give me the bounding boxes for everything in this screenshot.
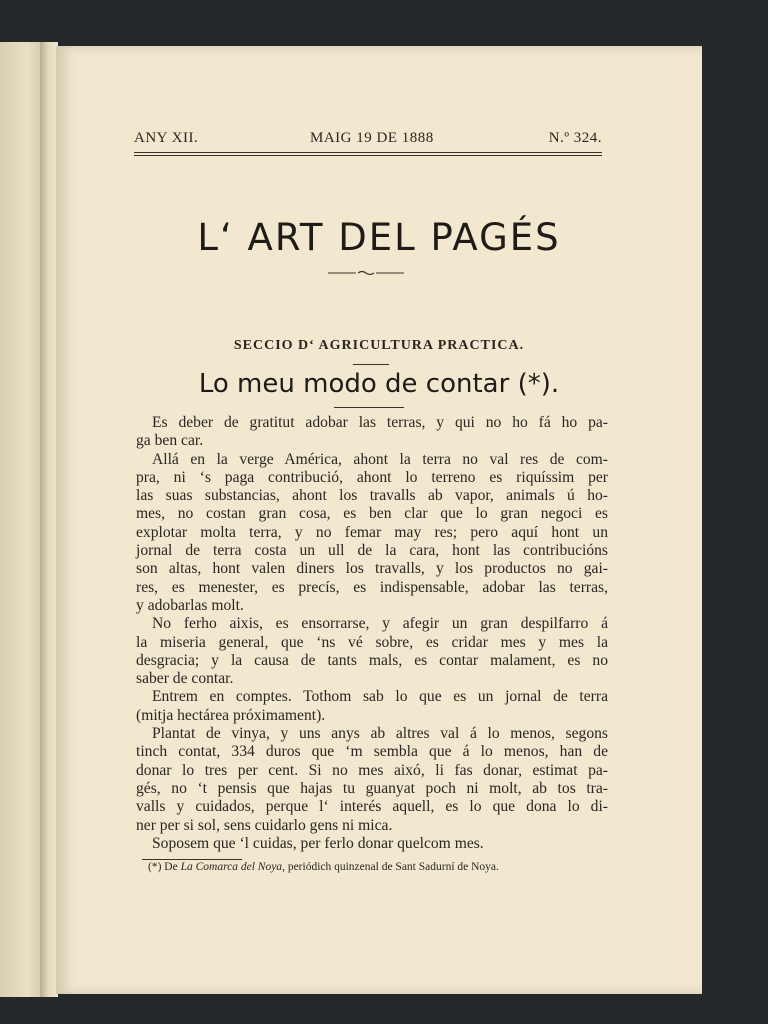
body-line: Es deber de gratitut adobar las terras, y qui no ho fá ho pa- <box>152 414 608 431</box>
body-line: pra, ni ‘s paga contribució, ahont lo terreno es riquíssim per <box>136 468 608 486</box>
body-line: No ferho aixis, es ensorrarse, y afegir un gran despilfarro á <box>152 615 608 633</box>
article-body <box>136 414 608 853</box>
newspaper-page <box>56 46 702 994</box>
body-line: jornal de terra costa un ull de la cara, hont las contribucións <box>136 542 608 560</box>
volume-label: ANY XII. <box>134 130 199 146</box>
body-line: ga ben car. <box>136 432 204 450</box>
footnote-marker: (*) De <box>148 861 178 873</box>
body-line: Entrem en comptes. Tothom sab lo que es un jornal de terra <box>152 688 608 706</box>
body-line: gés, no ‘t pensis que hajas tu guanyat poch ni molt, ab tos tra- <box>136 779 608 797</box>
body-line: desgracia; y la causa de tants mals, es contar malament, es no <box>136 651 608 669</box>
section-heading: SECCIO D‘ AGRICULTURA PRACTICA. <box>233 338 525 353</box>
title-rule <box>334 407 404 408</box>
issue-number: N.º 324. <box>548 130 602 146</box>
article-title: Lo meu modo de contar (*). <box>198 369 560 399</box>
body-line: donar lo tres per cent. Si no mes aixó, li fas donar, estimat pa- <box>136 761 608 779</box>
body-line: ner per si sol, sens cuidarlo gens ni mica. <box>136 816 393 834</box>
body-line: Plantat de vinya, y uns anys ab altres val á lo menos, segons <box>152 725 608 743</box>
body-line: valls y cuidados, perque l‘ interés aquell, es lo que dona lo di- <box>136 798 608 816</box>
footnote-source: La Comarca del Noya <box>180 861 283 873</box>
ornament-divider <box>328 270 404 276</box>
footnote-rest: , periódich quinzenal de Sant Sadurní de Noya. <box>282 861 499 873</box>
body-line: mes, no costan gran cosa, es ben clar que lo gran negoci es <box>136 505 608 523</box>
body-line: tinch contat, 334 duros que ‘m sembla que á lo menos, han de <box>136 743 608 761</box>
body-line: son altas, hont valen diners los travalls, y los productos no gai- <box>136 560 608 578</box>
header-rule-top <box>134 152 602 153</box>
body-line: res, es menester, es precís, es indispensable, adobar las terras, <box>136 578 608 596</box>
footnote <box>148 861 608 873</box>
body-line: explotar molta terra, y no femar may res; pero aquí hont un <box>136 523 608 541</box>
body-line: Allá en la verge América, ahont la terra no val res de com- <box>152 450 608 468</box>
body-line: saber de contar. <box>136 670 234 688</box>
header-rule-bottom <box>134 155 602 156</box>
body-line: Soposem que ‘l cuidas, per ferlo donar quelcom mes. <box>152 834 484 852</box>
body-line: y adobarlas molt. <box>136 596 244 614</box>
issue-date: MAIG 19 DE 1888 <box>310 130 434 146</box>
masthead-title: L‘ ART DEL PAGÉS <box>197 216 561 259</box>
body-line: la miseria general, que ‘ns vé sobre, es cridar mes y mes la <box>136 633 608 651</box>
body-line: las suas substancias, ahont los travalls ab vapor, animals ú ho- <box>136 487 608 505</box>
footnote-rule <box>142 859 242 860</box>
body-line: (mitja hectárea próximament). <box>136 706 326 724</box>
section-rule <box>353 364 389 365</box>
